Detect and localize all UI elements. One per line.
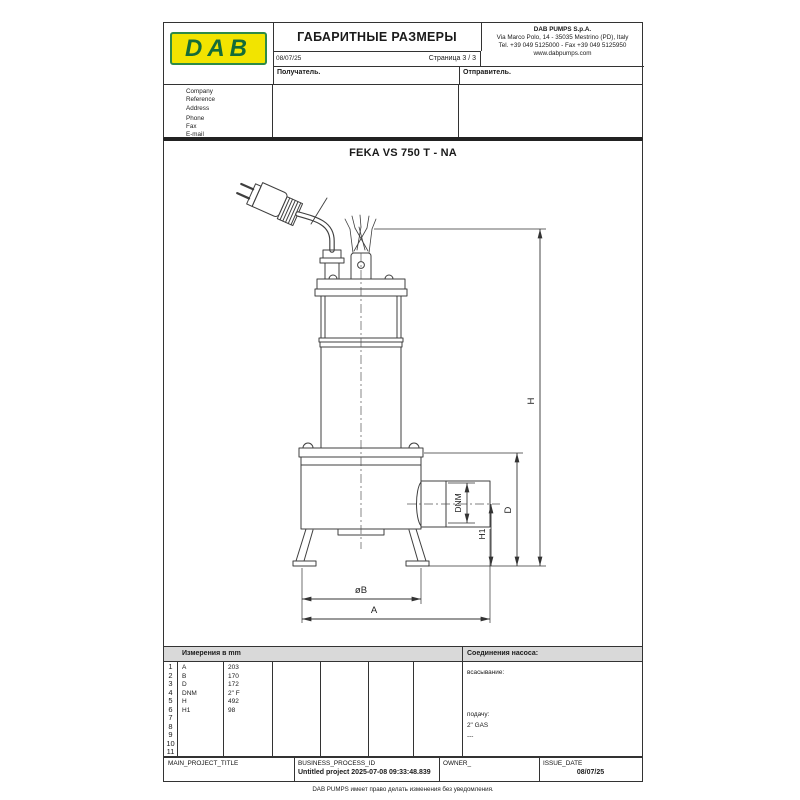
owner-label: OWNER_ [443,760,472,767]
contact-field-label: Phone [186,114,205,122]
column-divider [272,662,273,756]
dimension-name: A [182,664,187,671]
doc-date: 08/07/25 [276,55,302,62]
pump-outline [234,175,490,566]
suction-label: всасывание: [467,669,505,676]
dab-logo-text: DAB [185,34,252,62]
section-divider [462,647,463,756]
row-number: 11 [166,747,175,757]
company-line: www.dabpumps.com [533,50,592,57]
row-number: 7 [168,713,173,723]
dim-label-d: D [503,506,514,514]
dim-label-h1: H1 [477,528,487,540]
dab-logo [170,32,267,65]
row-numbers [164,663,177,757]
row-number: 8 [168,721,173,731]
contact-field-label: Company [186,88,213,95]
column-divider [177,662,178,756]
project-title-label: MAIN_PROJECT_TITLE [168,760,239,767]
row-number: 10 [166,738,175,748]
row-number: 5 [168,696,173,706]
dim-label-h: H [526,397,537,405]
divider [439,758,440,781]
table-header-row [164,647,642,662]
dimension-value: 172 [228,681,239,689]
dimension-name: H1 [182,706,191,714]
dim-label-dnm: DNM [453,493,463,513]
page-title: ГАБАРИТНЫЕ РАЗМЕРЫ [273,23,482,51]
row-number: 9 [168,730,173,740]
logo-cell [164,23,274,84]
row-number: 2 [168,670,173,680]
drawing-area [163,139,643,646]
dimension-name: D [182,681,187,689]
company-line: Via Marco Polo, 14 - 35035 Mestrino (PD), Italy [496,34,629,41]
issue-date-label: ISSUE_DATE [543,760,583,767]
delivery-value: 2" GAS [467,722,489,729]
dimension-name: DNM [182,689,197,697]
sender-cell [459,66,644,85]
contact-field-label: Reference [186,96,216,104]
divider [272,85,273,137]
disclaimer: DAB PUMPS имеет право делать изменения без уведомления. [312,786,494,793]
lifting-rope [345,215,376,253]
power-plug [234,175,303,226]
connections-title: Соединения насоса: [467,650,539,657]
row-number: 3 [168,679,173,689]
column-divider [223,662,224,756]
column-divider [413,662,414,756]
dimension-value: 203 [228,664,239,671]
header [163,22,643,85]
recipient-cell [273,66,460,85]
column-divider [368,662,369,756]
company-line: DAB PUMPS S.p.A. [533,26,592,33]
contact-field-label: E-mail [186,131,204,139]
measurements-table [163,646,643,757]
extension-lines [302,229,546,623]
page-indicator: Страница 3 / 3 [428,55,476,62]
divider [458,85,459,137]
column-divider [320,662,321,756]
divider [294,758,295,781]
dimension-value: 98 [228,706,236,714]
dim-label-b: øB [354,585,368,596]
contact-field-label: Address [186,104,210,112]
contact-field-label: Fax [186,123,197,131]
contact-block [163,85,643,139]
dimension-name-column [182,664,197,716]
measurements-title: Измерения в mm [182,650,241,657]
row-number: 4 [168,687,173,697]
company-info [481,23,644,66]
process-id-label: BUSINESS_PROCESS_ID [298,760,376,767]
company-line: Tel. +39 049 5125000 - Fax +39 049 5125950 [498,42,627,49]
delivery-label: подачу: [467,711,490,718]
recipient-label: Получатель. [277,69,321,76]
process-id-value: Untitled project 2025-07-08 09:33:48.839 [298,769,431,776]
dimension-name: H [182,698,187,706]
contact-field-labels [186,88,215,140]
model-title: FEKA VS 750 T - NA [349,147,457,159]
dimension-value: 170 [228,672,239,680]
footer-bar [163,757,643,782]
row-number: 1 [168,662,173,671]
centerlines [361,253,500,549]
delivery-note: --- [467,733,474,740]
dimension-name: B [182,672,187,680]
date-page-strip [273,51,481,66]
dimension-value: 2" F [228,689,240,697]
pump-dimension-drawing [164,141,642,646]
sender-label: Отправитель. [463,69,511,76]
dim-label-a: A [370,605,378,616]
dimension-value-column [228,664,240,716]
dimension-value: 492 [228,698,239,706]
issue-date-value: 08/07/25 [576,769,605,776]
row-number: 6 [168,704,173,714]
